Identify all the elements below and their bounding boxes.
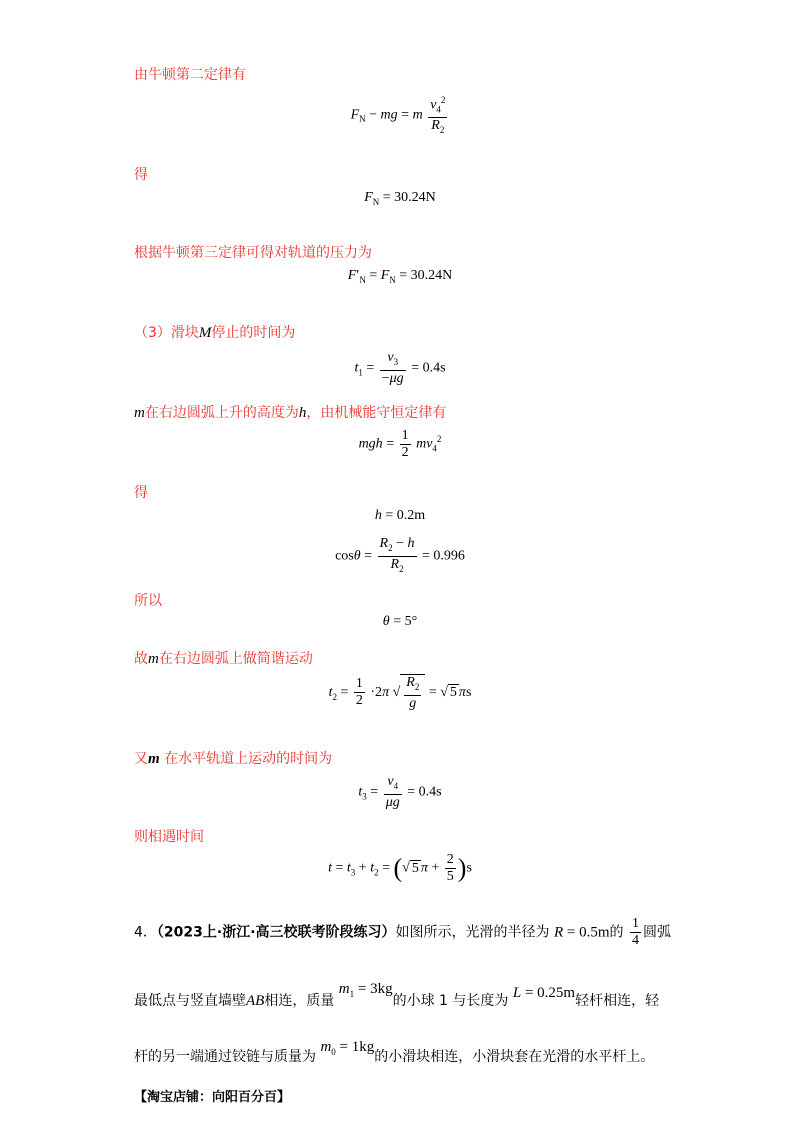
text-line: 则相遇时间	[134, 829, 204, 845]
equation-newton2: $F_N$ − mg = m $\frac{v_4^2}{R_2}$	[0, 92, 800, 138]
problem-line-1: 4．（2023上·浙江·高三校联考阶段练习）如图所示，光滑的半径为 R = 0.5m的 $\frac{1}{4}$ 圆弧	[134, 916, 671, 948]
equation-t2: $t_2$ = $\frac{1}{2}$ ·2π √ $\frac{R_2}{g}$ = √ 5 πs	[328, 675, 472, 711]
equation-t3: $t_3$ = $\frac{v_4}{\mu g}$ = 0.4s	[358, 774, 442, 810]
problem-line-3: 杆的另一端通过铰链与质量为 $m_0 = 1kg$的小滑块相连，小滑块套在光滑的水平杆上。	[134, 1039, 655, 1065]
text-line: （3）滑块M停止的时间为	[134, 325, 296, 341]
equation-cos: cosθ = $\frac{R_2 - h}{R_2}$ = 0.996	[335, 536, 465, 574]
problem-line-2: 最低点与竖直墙壁AB相连，质量 $m_1 = 3kg$的小球 1 与长度为 L = 0.25m轻杆相连，轻	[134, 981, 660, 1009]
equation-energy: mgh = $\frac{1}{2}$ $mv_4^2$	[358, 428, 442, 460]
text-line: 根据牛顿第三定律可得对轨道的压力为	[134, 245, 372, 261]
text-line: 得	[134, 167, 148, 183]
text-line: 得	[134, 485, 148, 501]
footer-shop: 【淘宝店铺：向阳百分百】	[134, 1090, 291, 1105]
equation-t1: $t_1$ = $\frac{v_3}{-\mu g}$ = 0.4s	[354, 350, 446, 386]
equation-fn-prime: $F'_N = F_N = 30.24N$	[347, 268, 453, 285]
text-line: 故m在右边圆弧上做简谐运动	[134, 651, 313, 667]
equation-h: h = 0.2m	[374, 508, 426, 523]
text-line: m在右边圆弧上升的高度为h，由机械能守恒定律有	[134, 405, 447, 421]
equation-fn: $F_N = 30.24N$	[364, 190, 436, 207]
text-line: 又m 在水平轨道上运动的时间为	[134, 751, 333, 767]
equation-theta: θ = 5°	[382, 614, 418, 629]
text-line: 所以	[134, 593, 162, 609]
equation-t-total: $t = t_3 + t_2$ = (√ 5 π + $\frac{2}{5}$ )s	[328, 852, 472, 884]
text-line: 由牛顿第二定律有	[134, 67, 246, 83]
